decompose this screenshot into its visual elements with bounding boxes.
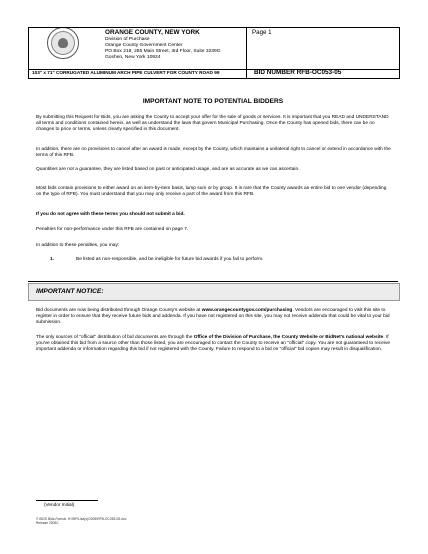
notice-paragraph-website [36,308,391,327]
header-divider [246,27,247,68]
paragraph-quantities: Quantities are not a guarantee, they are listed based on past or anticipated usage, and are as accurate as we can ascertain. [36,167,300,172]
page-title: IMPORTANT NOTE TO POTENTIAL BIDDERS [142,98,284,105]
notice-paragraph-sources [36,335,391,354]
notice-text: . If you've obtained this bid from a source other than those listed, you are encouraged to contact the County to receive an "official" copy. You are not guaranteed to receive important addenda or information regarding this bid if not registered with the County. Failure to respond to a bid on "official" bid copies may result in disqualification. [36,335,391,353]
notice-divider [28,281,398,282]
project-title: 103" x 71" CORRUGATED ALUMINUM ARCH PIPE CULVERT FOR COUNTY ROAD 99 [32,70,220,75]
official-sources: Office of the Division of Purchase, the County Website or BidNet's national website [193,335,384,340]
project-bar-divider [246,68,247,79]
list-item-number: 1. [50,257,55,262]
notice-text: Bid documents are now being distributed through Orange County's website at [36,308,202,313]
vendor-initial-line [36,500,98,501]
notice-text: The only sources of "official" distribution of bid documents are through the [36,335,194,340]
paragraph-intro: By submitting this Request for Bids, you are asking the County to accept your offer for the sale of goods or services. It is important that you READ and UNDERSTAND all terms and conditions contained herein, as well as understand the laws that govern Municipal Purchasing. Once the County has opened bids, there can be no changes to price or terms, unless clearly specified in this document. [36,115,389,133]
file-path: © BIDS Bids-Format, H:\WP\Lisa(s)\2005\RFB-OC053-05.doc [36,517,127,521]
page-number: Page 1 [252,29,272,36]
paragraph-penalties: Penalties for non-performance under this RFB are contained on page 7. [36,227,189,232]
notice-title-text: IMPORTANT NOTICE [36,288,102,295]
address-line: Goshen, New York 10924 [105,55,161,60]
notice-text: . Vendors are encouraged to visit this site to register in order to ensure that they receive future bids and addenda. If you have not registered on this site, you may not receive addenda that could be vital to your bid submission. [36,308,390,326]
purchasing-link[interactable]: www.orangecountygov.com/purchasing [201,308,293,313]
address-line: Division of Purchase [105,37,150,42]
address-line: Orange County Government Center [105,43,183,48]
county-name: ORANGE COUNTY, NEW YORK [105,29,200,36]
paragraph-additional: In addition to these penalties, you may: [36,243,120,248]
list-item-text: Be listed as non-responsible, and be ineligible for future bid awards if you fail to perform. [76,257,264,262]
file-reference [36,517,126,525]
release-label: Release 2005C [36,521,59,526]
bid-number: BID NUMBER RFB-OC053-05 [254,69,342,76]
division-address [105,37,221,61]
paragraph-cancel: In addition, there are no provisions to cancel after an award is made, except by the County, which maintains a unilateral right to cancel or extend in accordance with the terms of this RFB. [36,147,391,159]
paragraph-warning: If you do not agree with these terms you should not submit a bid. [36,212,185,217]
address-line: PO Box 218, 255 Main Street, 3rd Floor, Suite 3239G [105,49,221,54]
notice-title: IMPORTANT NOTICE: [36,288,104,295]
vendor-initial-label: (Vendor Initial) [44,502,75,507]
paragraph-awards: Most bids contain provisions to either award on an item-by-item basis, lump sum or by group. It is rare that the County awards an entire bid to one vendor (depending on the type of RFB). You must understand that you may only receive a part of the award from this RFB. [36,186,387,198]
